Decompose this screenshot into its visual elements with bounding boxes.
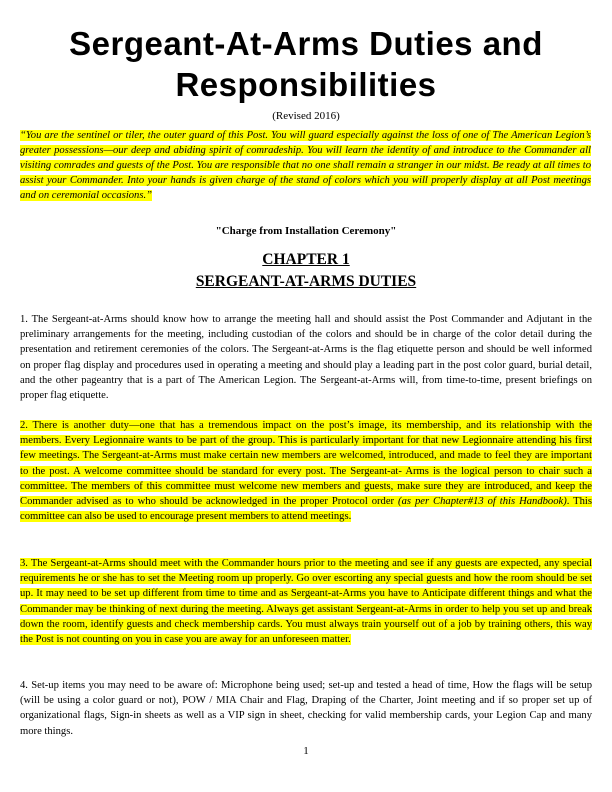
paragraph-2-text-a: 2. There is another duty—one that has a tremendous impact on the post’s image, its membership, and its relationship with the members. Every Legionnaire wants to be part of the group. This is particularly important for that new Legionnaire attending his first few meetings. The Sergeant-at-Arms must make certain new members are welcomed, introduced, and made to feel they are important to the post. A welcome committee should be standard for every post. The Sergeant-at- Arms is the logical person to chair such a committee. The members of this committee must welcome new members and guests, make sure they are introduced, and keep the Commander advised as to who should be acknowledged in the proper Protocol order xyxy=(20,420,592,508)
page-title-line-1: Sergeant-At-Arms Duties and xyxy=(69,25,543,62)
chapter-number: CHAPTER 1 xyxy=(262,251,350,268)
paragraph-3-text: 3. The Sergeant-at-Arms should meet with the Commander hours prior to the meeting and see if any guests are expected, any special requirements he or she has to set the Meeting room up properly. Go over escorting any special guests and how the room should be set up. It may need to be set up different from time to time and as Sergeant-at-Arms you have to Anticipate different things and what the Commander may be thinking of next during the meeting. Always get assistant Sergeant-at-Arms in order to help you set up and break down the room, identify guests and check membership cards. You must always train yourself out of a job by training others, this way the Post is not counting on you in case you are away for an unforeseen matter. xyxy=(20,558,592,646)
paragraph-3 xyxy=(20,556,592,647)
paragraph-1: 1. The Sergeant-at-Arms should know how to arrange the meeting hall and should assist the Post Commander and Adjutant in the preliminary arrangements for the meeting, including custodian of the colors and should be in charge of the color detail during the presentation and retirement ceremonies of the colors. The Sergeant-at-Arms is the flag etiquette person and should be well informed on proper flag display and procedures used in operating a meeting and should play a leading part in the post color guard, burial detail, and the other pageantry that is a part of The American Legion. The Sergeant-at-Arms will, from time-to-time, present briefings on proper flag etiquette. xyxy=(20,314,592,402)
page-title-line-2: Responsibilities xyxy=(175,66,437,103)
paragraph-4: 4. Set-up items you may need to be aware of: Microphone being used; set-up and tested a head of time, How the flags will be setup (will be using a color guard or not), POW / MIA Chair and Flag, Draping of the Charter, Joint meeting and if so proper set up of organizational flags, Sign-in sheets as well as a VIP sign in sheet, checking for valid membership cards, your Legion Cap and many more things. xyxy=(20,680,592,737)
paragraph-2 xyxy=(20,418,592,524)
chapter-title: SERGEANT-AT-ARMS DUTIES xyxy=(195,273,417,290)
charge-quote-text: “You are the sentinel or tiler, the outer guard of this Post. You will guard especially against the loss of one of The American Legion’s greater possessions—our deep and abiding spirit of comradeship. You will learn the identity of and introduce to the Commander all visiting comrades and guests of the Post. You are responsible that no one shall remain a stranger in our midst. Be ready at all times to assist your Commander. Into your hands is given charge of the stand of colors which you will properly display at all Post meetings and on ceremonial occasions.” xyxy=(20,130,591,201)
installation-charge-quote xyxy=(20,128,591,203)
paragraph-2-reference: (as per Chapter#13 of this Handbook) xyxy=(398,496,567,508)
charge-source: "Charge from Installation Ceremony" xyxy=(215,225,397,237)
paragraph-2-text-b: . This committee can also be used to encourage present members to attend meetings. xyxy=(20,496,593,523)
page-number: 1 xyxy=(303,745,309,757)
revision-note: (Revised 2016) xyxy=(272,110,340,122)
